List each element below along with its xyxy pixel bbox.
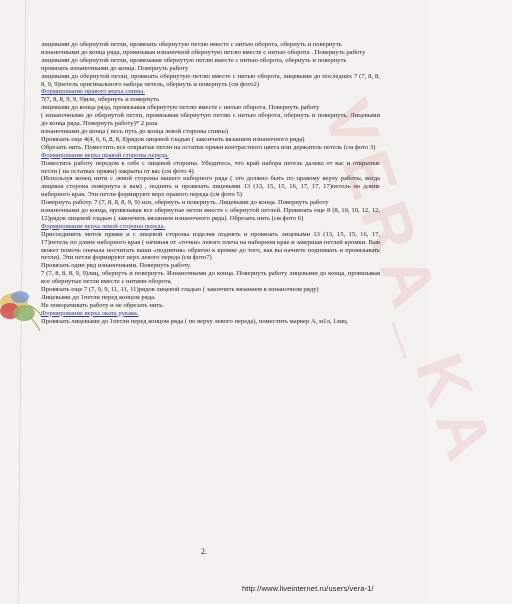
body-paragraph: лицевыми до обернутой петли, провязать обернутую петлю вместе с нитью оборота, лицевыми до последних 7 (7, 8, 8, 8, 9, 9)петель оригинального набора петель, обернуть и повернуть (см фото2)	[41, 72, 380, 88]
body-paragraph: ( изнаночными до обернутой петли, провязывая обернутую петлю с нитью оборота, обернуть и повернуть. Лицевыми до конца ряда. Повернуть работу)* 2 раза	[41, 112, 380, 128]
watermark: VERA_KA	[309, 90, 511, 478]
section-heading: Формирование правого верха спины.	[41, 88, 145, 96]
body-paragraph: (Используя конец нити с левой стороны вашего наборного ряда ( это должно быть по правому верху работы, когда лицевая сторона повернута к вам) , поднять и провязать лицевыми 13 (13, 15, 15, 16, 17, 17, 17)петель по длине наборного края. Эти петли формируют верх правого переда (см фото 5)	[41, 175, 380, 199]
body-paragraph: Лицевыми до 1петли перед концом ряда.	[41, 294, 156, 301]
body-paragraph: 7 (7, 8, 8, 8, 9, 9)лиц, обернуть и повернуть. Изнаночными до конца. Повернуть работу лицевыми до конца, провязывая все обернутые петли вместе с нитями оборота.	[41, 270, 380, 286]
body-paragraph: изнаночными до конца ( весь путь до конца левой стороны спины)	[41, 127, 229, 135]
footer-url[interactable]: http://www.liveinternet.ru/users/vera-1/	[242, 584, 374, 593]
body-paragraph: Присоединить моток пряжи и с лицевой стороны изделия поднять и провязать лицевыми 13 (13, 15, 15, 16, 17, 17)петель по длине наборного края ( начиная от «точки» левого плеча на наборном крае и завершая петлей кромки. Вам может помочь сначала посчитать ваши «поднятия» обратно к кромке до того, как вы начнете поднимать и провязывать петли). Эти петли формируют верх левого переда (см фото7)	[41, 230, 380, 262]
section-heading: Формирование верха левой стороны переда.	[41, 222, 166, 230]
body-paragraph: Провязать лицевыми до 1петли перед концом ряда ( по верху левого переда), поместить маркер А, м1л, 1лиц.	[41, 317, 349, 325]
body-paragraph: Повернуть работу. 7 (7, 8, 8, 8, 9, 9) изн, обернуть и повернуть. Лицевыми до конца. Повернуть работу	[41, 199, 329, 207]
body-paragraph: изнаночными до конца ряда, провязывая изнаночной обернутую петлю вместе с нитью оборота . Повернуть работу	[41, 48, 366, 56]
body-paragraph: Не поворачивать работу и не обрезать нить.	[41, 301, 164, 309]
body-paragraph: лицевыми до обернутой петли, провязать обернутую петлю вместе с нитью оборота, обернуть и повернуть	[41, 41, 342, 48]
yarn-illustration-icon	[0, 283, 44, 335]
body-paragraph: Поместить работу передом к себе с лицевой стороны. Убедитесь, что край набора петель далеко от вас и открытые петли ( на остатках пряжи) закрыты от вас (см фото 4)	[41, 159, 380, 175]
section-heading: Формирование верха правой стороны переда.	[41, 151, 169, 159]
document-body	[41, 41, 380, 326]
body-paragraph: Провязать один ряд изнаночными. Повернуть работу.	[41, 262, 191, 270]
body-paragraph: изнаночными до конца, провязывая все обернутые петли вместе с обернутой петлей. Провязать еще 8 (8, 10, 10, 12, 12, 12)рядов лицевой гладью ( закончить вязанием изнаночного ряда). Обрезать нить (см фото 6)	[41, 207, 380, 222]
page-number: 2.	[201, 547, 207, 556]
body-paragraph: Провязать еще 7 (7, 9, 9, 11, 11, 11)рядов лицевой гладью ( закончить вязанием в изнаночном ряду)	[41, 286, 319, 294]
body-paragraph: 7(7, 8, 8, 9, 9, 9)изн, обернуть и повернуть	[41, 96, 160, 104]
section-heading: Формирование верха оката рукава.	[41, 309, 139, 317]
body-paragraph: Обрезать нить. Поместить все открытые петли на остатки пряжи контрастного цвета или держатель петель (см фото 3)	[41, 143, 376, 151]
body-paragraph: провязать изнаночными до конца. Повернуть работу	[41, 64, 189, 72]
body-paragraph: лицевыми до конца ряда, провязывая обернутую петлю вместе с нитью оборота. Повернуть работу	[41, 104, 320, 112]
body-paragraph: Провязать еще 4(4, 6, 6, 8, 8, 8)рядов лицевой гладью ( закончить вязанием изнаночного ряда)	[41, 135, 305, 143]
body-paragraph: лицевыми до обернутой петли, провязывая обернутую петлю вместе с нитью оборота, обернуть и повернуть	[41, 56, 347, 64]
